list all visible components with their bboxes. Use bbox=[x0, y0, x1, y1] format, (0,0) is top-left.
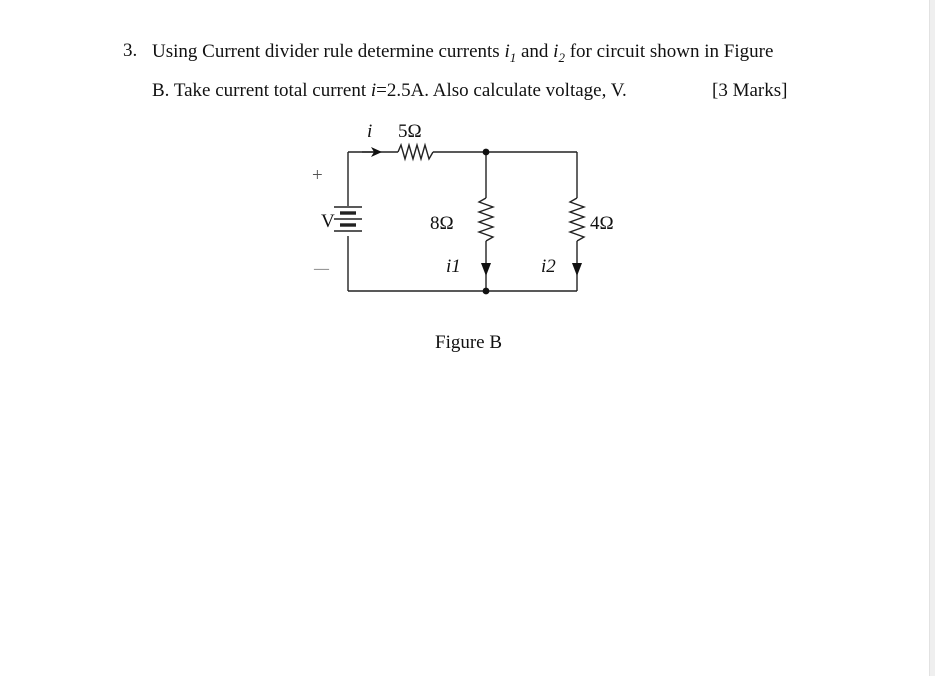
figure-caption: Figure B bbox=[435, 332, 503, 353]
branch-current-2-label: i2 bbox=[541, 256, 556, 277]
resistor-4-ohm bbox=[570, 198, 584, 241]
junction-bottom-dot bbox=[483, 288, 490, 295]
question-text-1a: Using Current divider rule determine currents bbox=[152, 41, 505, 62]
resistor-5-ohm-label: 5Ω bbox=[398, 121, 422, 142]
resistor-4-ohm-label: 4Ω bbox=[590, 213, 614, 234]
branch-current-2-arrow-icon bbox=[572, 263, 582, 276]
branch-current-1-arrow-icon bbox=[481, 263, 491, 276]
var-i-total: i bbox=[370, 80, 377, 101]
resistor-8-ohm bbox=[479, 198, 493, 241]
total-current-arrow-icon bbox=[362, 147, 382, 157]
page-edge bbox=[929, 0, 935, 676]
var-i1-sub: 1 bbox=[509, 49, 517, 65]
var-i2-sub: 2 bbox=[558, 49, 565, 65]
question-text-1c: for circuit shown in Figure bbox=[564, 41, 774, 62]
question-text-1b: and bbox=[516, 41, 554, 62]
question-number: 3. bbox=[123, 40, 138, 61]
battery-icon bbox=[334, 207, 362, 231]
junction-top-dot bbox=[483, 149, 490, 156]
question-line-2 bbox=[152, 79, 627, 103]
resistor-8-ohm-label: 8Ω bbox=[430, 213, 454, 234]
source-voltage-label: V bbox=[321, 211, 335, 232]
circuit-diagram bbox=[300, 110, 614, 310]
total-current-label: i bbox=[367, 121, 373, 142]
var-i2 bbox=[553, 41, 565, 65]
source-plus-sign: + bbox=[312, 165, 323, 186]
var-i1 bbox=[504, 41, 517, 65]
question-text-2a: B. Take current total current bbox=[152, 80, 371, 101]
branch-current-1-label: i1 bbox=[446, 256, 461, 277]
var-i2-letter: i bbox=[553, 41, 559, 62]
resistor-5-ohm bbox=[398, 145, 433, 159]
var-i1-letter: i bbox=[504, 41, 510, 62]
question-text-2b: =2.5A. Also calculate voltage, V. bbox=[376, 80, 627, 101]
question-line-1 bbox=[152, 40, 773, 70]
marks-label: [3 Marks] bbox=[712, 80, 788, 101]
source-minus-sign: — bbox=[314, 261, 329, 277]
